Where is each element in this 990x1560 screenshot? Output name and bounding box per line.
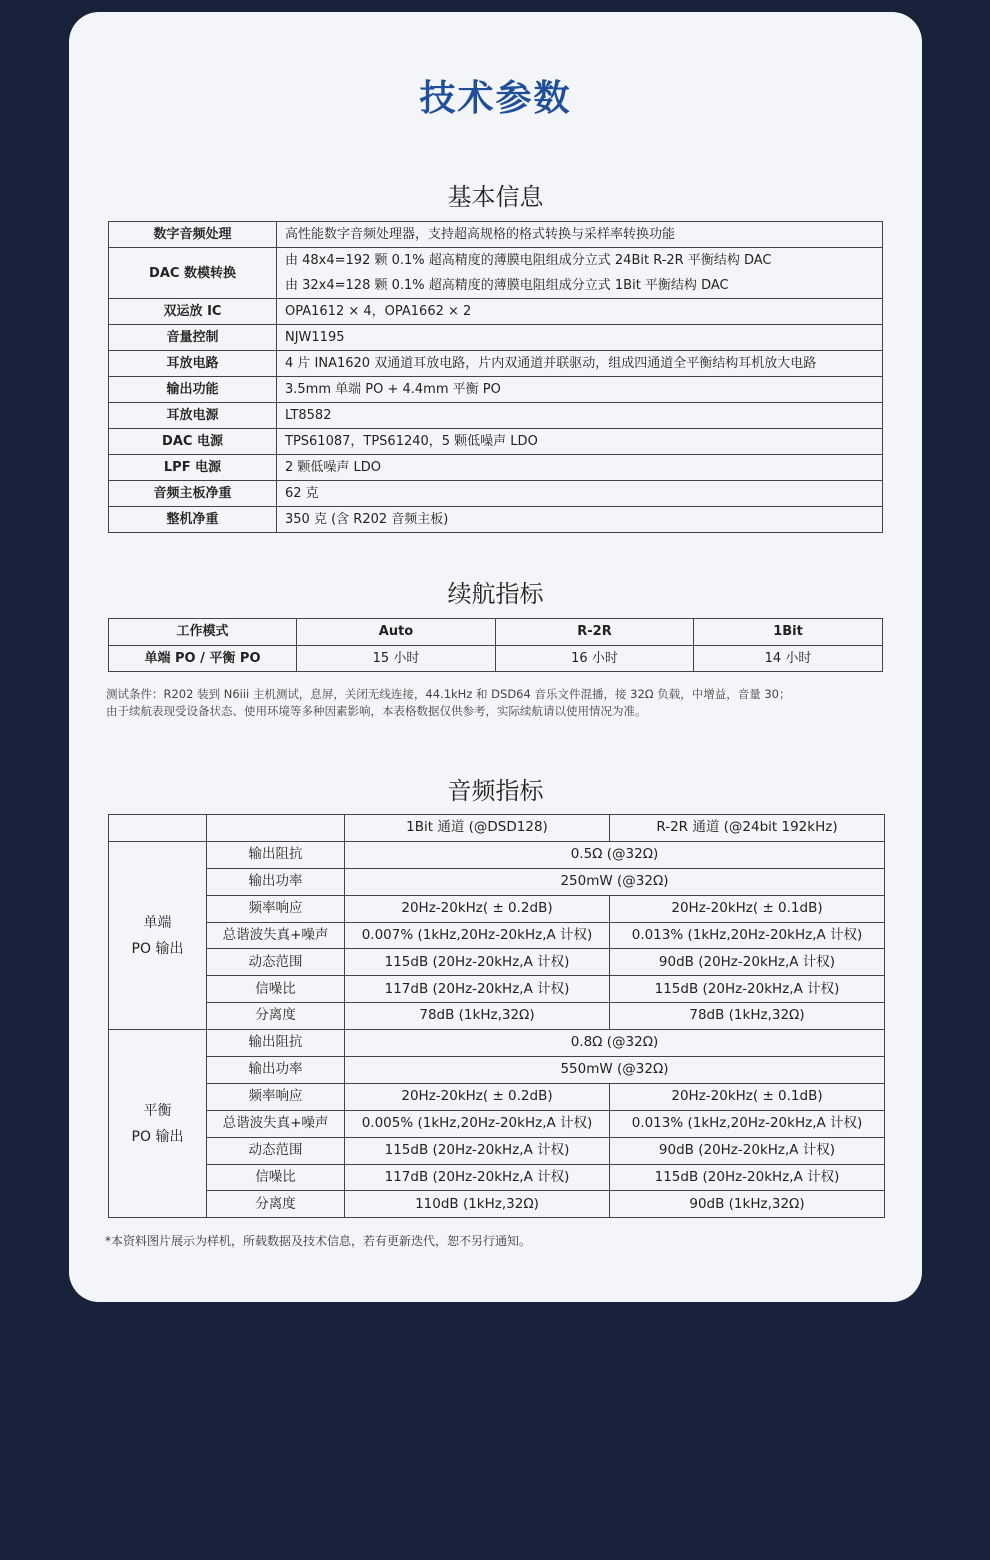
basic-info-row	[109, 222, 883, 248]
audio-table	[108, 814, 885, 1218]
audio-metric-value-1bit: 115dB (20Hz-20kHz,A 计权)	[345, 1137, 610, 1164]
audio-metric-value-r2r: 115dB (20Hz-20kHz,A 计权)	[610, 976, 885, 1003]
audio-metric-name: 总谐波失真+噪声	[207, 1110, 345, 1137]
basic-info-value-line: 4 片 INA1620 双通道耳放电路，片内双通道并联驱动，组成四通道全平衡结构耳机放大电路	[285, 356, 817, 371]
basic-info-row	[109, 325, 883, 351]
basic-info-value	[277, 222, 883, 248]
basic-info-value	[277, 351, 883, 377]
audio-group-label-line: PO 输出	[131, 1128, 184, 1145]
battery-header-r2r: R-2R	[496, 619, 694, 646]
audio-metric-name: 频率响应	[207, 1083, 345, 1110]
audio-header-row	[109, 815, 885, 842]
audio-metric-name: 分离度	[207, 1191, 345, 1218]
audio-header-1bit: 1Bit 通道 (@DSD128)	[345, 815, 610, 842]
audio-row	[109, 1191, 885, 1218]
audio-metric-value-1bit: 117dB (20Hz-20kHz,A 计权)	[345, 1164, 610, 1191]
basic-info-key: 双运放 IC	[109, 299, 277, 325]
audio-metric-value-1bit: 117dB (20Hz-20kHz,A 计权)	[345, 976, 610, 1003]
audio-metric-name: 总谐波失真+噪声	[207, 922, 345, 949]
basic-info-value-line: 2 颗低噪声 LDO	[285, 460, 382, 475]
page-title: 技术参数	[419, 78, 572, 119]
audio-row	[109, 922, 885, 949]
battery-auto-cell: 15 小时	[297, 645, 496, 672]
audio-metric-value-r2r: 0.013% (1kHz,20Hz-20kHz,A 计权)	[610, 922, 885, 949]
audio-row	[109, 1003, 885, 1030]
basic-info-row	[109, 377, 883, 403]
audio-metric-name: 输出阻抗	[207, 1030, 345, 1057]
basic-info-value-line: TPS61087，TPS61240，5 颗低噪声 LDO	[285, 434, 538, 449]
battery-header-mode: 工作模式	[109, 619, 297, 646]
basic-info-title: 基本信息	[447, 183, 544, 211]
audio-row	[109, 1057, 885, 1084]
battery-note-line: 测试条件：R202 装到 N6iii 主机测试，息屏，关闭无线连接，44.1kHz 和 DSD64 音乐文件混播，接 32Ω 负载，中增益，音量 30；	[106, 687, 791, 701]
basic-info-value-line: 由 48x4=192 颗 0.1% 超高精度的薄膜电阻组成分立式 24Bit R-2R 平衡结构 DAC	[285, 253, 772, 268]
audio-metric-value-r2r: 78dB (1kHz,32Ω)	[610, 1003, 885, 1030]
basic-info-value-line: NJW1195	[285, 330, 345, 345]
audio-metric-name: 输出阻抗	[207, 841, 345, 868]
spec-card	[69, 12, 922, 1302]
audio-metric-value-1bit: 20Hz-20kHz( ± 0.2dB)	[345, 895, 610, 922]
audio-metric-value-1bit: 115dB (20Hz-20kHz,A 计权)	[345, 949, 610, 976]
basic-info-value	[277, 403, 883, 429]
audio-metric-value-1bit: 20Hz-20kHz( ± 0.2dB)	[345, 1083, 610, 1110]
audio-metric-name: 输出功率	[207, 1057, 345, 1084]
battery-title: 续航指标	[447, 580, 544, 608]
basic-info-value	[277, 429, 883, 455]
basic-info-row	[109, 299, 883, 325]
audio-group-label-line: 平衡	[143, 1102, 172, 1119]
audio-metric-value: 0.8Ω (@32Ω)	[345, 1030, 885, 1057]
basic-info-key: 整机净重	[109, 507, 277, 533]
basic-info-value-line: 3.5mm 单端 PO + 4.4mm 平衡 PO	[285, 382, 501, 397]
basic-info-value-line: 350 克 (含 R202 音频主板)	[285, 512, 449, 527]
basic-info-key: 数字音频处理	[109, 222, 277, 248]
audio-metric-name: 输出功率	[207, 868, 345, 895]
audio-metric-value: 550mW (@32Ω)	[345, 1057, 885, 1084]
basic-info-row	[109, 403, 883, 429]
audio-metric-value-r2r: 20Hz-20kHz( ± 0.1dB)	[610, 895, 885, 922]
footnote: *本资料图片展示为样机，所载数据及技术信息，若有更新迭代，恕不另行通知。	[105, 1234, 532, 1248]
basic-info-row	[109, 481, 883, 507]
audio-group-label	[109, 841, 207, 1029]
basic-info-value-line: 由 32x4=128 颗 0.1% 超高精度的薄膜电阻组成分立式 1Bit 平衡结构 DAC	[285, 278, 729, 293]
basic-info-row	[109, 248, 883, 299]
basic-info-row	[109, 507, 883, 533]
battery-header-auto: Auto	[297, 619, 496, 646]
battery-mode-cell: 单端 PO / 平衡 PO	[109, 645, 297, 672]
basic-info-value-line: OPA1612 × 4，OPA1662 × 2	[285, 304, 472, 319]
audio-group-label	[109, 1030, 207, 1218]
audio-metric-value-r2r: 90dB (20Hz-20kHz,A 计权)	[610, 1137, 885, 1164]
battery-note-line: 由于续航表现受设备状态、使用环境等多种因素影响，本表格数据仅供参考，实际续航请以使用情况为准。	[106, 704, 647, 718]
audio-metric-name: 动态范围	[207, 949, 345, 976]
audio-metric-name: 动态范围	[207, 1137, 345, 1164]
audio-row	[109, 1083, 885, 1110]
basic-info-value	[277, 248, 883, 299]
audio-metric-value-r2r: 20Hz-20kHz( ± 0.1dB)	[610, 1083, 885, 1110]
battery-header-row	[109, 619, 883, 646]
audio-metric-name: 分离度	[207, 1003, 345, 1030]
audio-title: 音频指标	[447, 777, 544, 805]
audio-metric-value-r2r: 115dB (20Hz-20kHz,A 计权)	[610, 1164, 885, 1191]
audio-row	[109, 895, 885, 922]
audio-row	[109, 1137, 885, 1164]
basic-info-row	[109, 455, 883, 481]
basic-info-value-line: 高性能数字音频处理器，支持超高规格的格式转换与采样率转换功能	[285, 227, 676, 242]
battery-data-row	[109, 645, 883, 672]
basic-info-key: DAC 电源	[109, 429, 277, 455]
audio-metric-name: 频率响应	[207, 895, 345, 922]
audio-metric-value-1bit: 0.005% (1kHz,20Hz-20kHz,A 计权)	[345, 1110, 610, 1137]
basic-info-value-line: 62 克	[285, 486, 319, 501]
basic-info-value-line: LT8582	[285, 408, 332, 423]
audio-row	[109, 841, 885, 868]
basic-info-value	[277, 507, 883, 533]
basic-info-table	[108, 221, 883, 533]
audio-row	[109, 976, 885, 1003]
basic-info-row	[109, 429, 883, 455]
audio-metric-name: 信噪比	[207, 1164, 345, 1191]
audio-metric-value-1bit: 78dB (1kHz,32Ω)	[345, 1003, 610, 1030]
audio-header-empty	[109, 815, 207, 842]
basic-info-value	[277, 377, 883, 403]
basic-info-key: LPF 电源	[109, 455, 277, 481]
basic-info-value	[277, 455, 883, 481]
basic-info-value	[277, 481, 883, 507]
audio-metric-value-r2r: 90dB (1kHz,32Ω)	[610, 1191, 885, 1218]
battery-1bit-cell: 14 小时	[694, 645, 883, 672]
audio-metric-value-r2r: 90dB (20Hz-20kHz,A 计权)	[610, 949, 885, 976]
audio-header-r2r: R-2R 通道 (@24bit 192kHz)	[610, 815, 885, 842]
audio-row	[109, 1110, 885, 1137]
basic-info-key: 输出功能	[109, 377, 277, 403]
audio-row	[109, 1164, 885, 1191]
audio-row	[109, 949, 885, 976]
audio-metric-value: 0.5Ω (@32Ω)	[345, 841, 885, 868]
basic-info-key: 耳放电路	[109, 351, 277, 377]
audio-metric-value: 250mW (@32Ω)	[345, 868, 885, 895]
battery-r2r-cell: 16 小时	[496, 645, 694, 672]
audio-metric-value-1bit: 110dB (1kHz,32Ω)	[345, 1191, 610, 1218]
battery-note	[106, 686, 896, 720]
basic-info-key: DAC 数模转换	[109, 248, 277, 299]
basic-info-value	[277, 325, 883, 351]
battery-header-1bit: 1Bit	[694, 619, 883, 646]
audio-metric-value-r2r: 0.013% (1kHz,20Hz-20kHz,A 计权)	[610, 1110, 885, 1137]
audio-row	[109, 868, 885, 895]
audio-group-label-line: 单端	[143, 914, 172, 931]
basic-info-key: 音量控制	[109, 325, 277, 351]
basic-info-row	[109, 351, 883, 377]
audio-metric-name: 信噪比	[207, 976, 345, 1003]
audio-metric-value-1bit: 0.007% (1kHz,20Hz-20kHz,A 计权)	[345, 922, 610, 949]
audio-header-empty	[207, 815, 345, 842]
audio-group-label-line: PO 输出	[131, 940, 184, 957]
basic-info-key: 耳放电源	[109, 403, 277, 429]
battery-table	[108, 618, 883, 672]
audio-row	[109, 1030, 885, 1057]
basic-info-key: 音频主板净重	[109, 481, 277, 507]
basic-info-value	[277, 299, 883, 325]
